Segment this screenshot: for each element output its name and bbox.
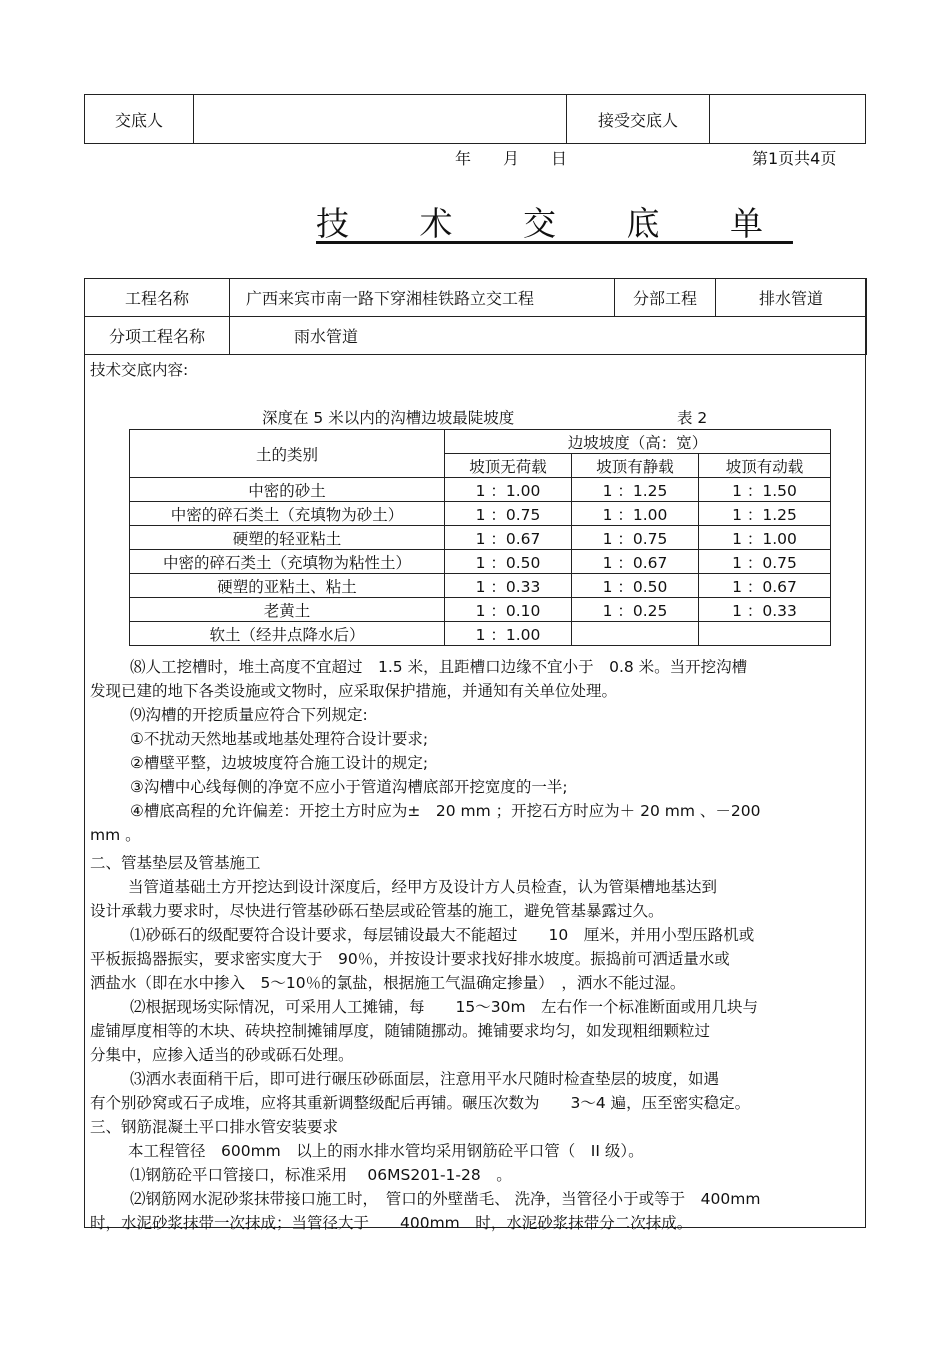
project-info-table: [84, 278, 867, 355]
value-cell: 1 ：1.00: [445, 622, 572, 646]
body-line: 发现已建的地下各类设施或文物时，应采取保护措施，并通知有关单位处理。: [90, 682, 618, 700]
project-name-label: 工程名称: [85, 279, 230, 317]
table-caption: 深度在 5 米以内的沟槽边坡最陡坡度: [262, 409, 515, 427]
value-cell: 1 ：0.67: [572, 550, 699, 574]
soil-cell: 硬塑的亚粘土、粘土: [130, 574, 445, 598]
content-label: 技术交底内容:: [90, 361, 189, 379]
body-line: 时，水泥砂浆抹带一次抹成；当管径大于 400mm 时，水泥砂浆抹带分二次抹成。: [90, 1214, 693, 1232]
value-cell: 1 ：0.50: [572, 574, 699, 598]
slope-group-header: 边坡坡度（高：宽）: [445, 430, 831, 454]
body-line: 本工程管径 600mm 以上的雨水排水管均采用钢筋砼平口管（ II 级）。: [128, 1142, 644, 1160]
body-line: 平板振捣器振实，要求密实度大于 90％，并按设计要求找好排水坡度。振捣前可洒适量水或: [90, 950, 730, 968]
body-line: 虚铺厚度相等的木块、砖块控制摊铺厚度，随铺随挪动。摊铺要求均匀，如发现粗细颗粒过: [90, 1022, 711, 1040]
giver-field[interactable]: [194, 95, 567, 144]
value-cell: [572, 622, 699, 646]
body-line: ⑻人工挖槽时，堆土高度不宜超过 1.5 米，且距槽口边缘不宜小于 0.8 米。当开挖沟槽: [130, 658, 748, 676]
body-line: ⑼沟槽的开挖质量应符合下列规定:: [130, 706, 368, 724]
body-line: 当管道基础土方开挖达到设计深度后，经甲方及设计方人员检查，认为管渠槽地基达到: [128, 878, 718, 896]
body-line: ⑶洒水表面稍干后，即可进行碾压砂砾面层，注意用平水尺随时检查垫层的坡度，如遇: [130, 1070, 720, 1088]
soil-header: 土的类别: [130, 430, 445, 478]
date-month: 月: [503, 149, 520, 168]
date-year: 年: [455, 149, 472, 168]
value-cell: 1 ：1.00: [572, 502, 699, 526]
subitem-value: 雨水管道: [230, 317, 867, 355]
value-cell: 1 ：0.50: [445, 550, 572, 574]
table-row: [130, 574, 831, 598]
page-info: 第1页共4页: [752, 149, 837, 168]
body-line: ⑵根据现场实际情况，可采用人工摊铺，每 15～30m 左右作一个标准断面或用几块与: [130, 998, 759, 1016]
subitem-label: 分项工程名称: [85, 317, 230, 355]
value-cell: 1 ：0.25: [572, 598, 699, 622]
value-cell: 1 ：0.67: [445, 526, 572, 550]
date-line: [455, 146, 599, 169]
value-cell: 1 ：0.75: [572, 526, 699, 550]
table-number: 表 2: [677, 409, 708, 427]
value-cell: 1 ：0.33: [699, 598, 831, 622]
body-line: mm 。: [90, 826, 141, 844]
column-header: 坡顶有静载: [572, 454, 699, 478]
value-cell: 1 ：1.25: [572, 478, 699, 502]
value-cell: [699, 622, 831, 646]
body-line: ⑴钢筋砼平口管接口，标准采用 06MS201-1-28 。: [130, 1166, 512, 1184]
column-header: 坡顶无荷载: [445, 454, 572, 478]
soil-cell: 硬塑的轻亚粘土: [130, 526, 445, 550]
body-line: ①不扰动天然地基或地基处理符合设计要求;: [130, 730, 429, 748]
value-cell: 1 ：0.33: [445, 574, 572, 598]
receiver-field[interactable]: [710, 95, 866, 144]
value-cell: 1 ：1.00: [699, 526, 831, 550]
slope-table: [129, 429, 831, 646]
table-row: [130, 526, 831, 550]
value-cell: 1 ：0.10: [445, 598, 572, 622]
body-line: ③沟槽中心线每侧的净宽不应小于管道沟槽底部开挖宽度的一半;: [130, 778, 568, 796]
value-cell: 1 ：1.50: [699, 478, 831, 502]
body-line: 设计承载力要求时，尽快进行管基砂砾石垫层或砼管基的施工，避免管基暴露过久。: [90, 902, 664, 920]
value-cell: 1 ：1.25: [699, 502, 831, 526]
division-label: 分部工程: [615, 279, 716, 317]
value-cell: 1 ：0.75: [445, 502, 572, 526]
table-row: [130, 550, 831, 574]
soil-cell: 中密的碎石类土（充填物为粘性土）: [130, 550, 445, 574]
body-line: 有个别砂窝或石子成堆，应将其重新调整级配后再铺。碾压次数为 3～4 遍，压至密实稳定。: [90, 1094, 751, 1112]
division-value: 排水管道: [716, 279, 867, 317]
body-line: 洒盐水（即在水中掺入 5～10％的氯盐，根据施工气温确定掺量） ，洒水不能过湿。: [90, 974, 686, 992]
body-line: 分集中，应掺入适当的砂或砾石处理。: [90, 1046, 354, 1064]
project-name-value: 广西来宾市南一路下穿湘桂铁路立交工程: [230, 279, 615, 317]
table-row: [130, 598, 831, 622]
date-day: 日: [551, 149, 568, 168]
section-heading: 三、钢筋混凝土平口排水管安装要求: [90, 1118, 339, 1136]
value-cell: 1 ：0.67: [699, 574, 831, 598]
soil-cell: 软土（经井点降水后）: [130, 622, 445, 646]
document-title: 技 术 交 底 单: [316, 204, 793, 243]
table-row: [130, 478, 831, 502]
body-line: ⑵钢筋网水泥砂浆抹带接口施工时， 管口的外壁凿毛、 洗净，当管径小于或等于 400mm: [130, 1190, 761, 1208]
receiver-label: 接受交底人: [567, 95, 710, 144]
signature-table: [84, 94, 866, 144]
soil-cell: 老黄土: [130, 598, 445, 622]
body-line: ②槽壁平整，边坡坡度符合施工设计的规定;: [130, 754, 429, 772]
body-line: ④槽底高程的允许偏差：开挖土方时应为± 20 mm ；开挖石方时应为＋ 20 mm 、－200: [130, 802, 761, 820]
table-row: [130, 502, 831, 526]
giver-label: 交底人: [85, 95, 194, 144]
soil-cell: 中密的砂土: [130, 478, 445, 502]
column-header: 坡顶有动载: [699, 454, 831, 478]
body-line: ⑴砂砾石的级配要符合设计要求，每层铺设最大不能超过 10 厘米，并用小型压路机或: [130, 926, 755, 944]
section-heading: 二、管基垫层及管基施工: [90, 854, 261, 872]
value-cell: 1 ：0.75: [699, 550, 831, 574]
soil-cell: 中密的碎石类土（充填物为砂土）: [130, 502, 445, 526]
table-row: [130, 622, 831, 646]
value-cell: 1 ：1.00: [445, 478, 572, 502]
